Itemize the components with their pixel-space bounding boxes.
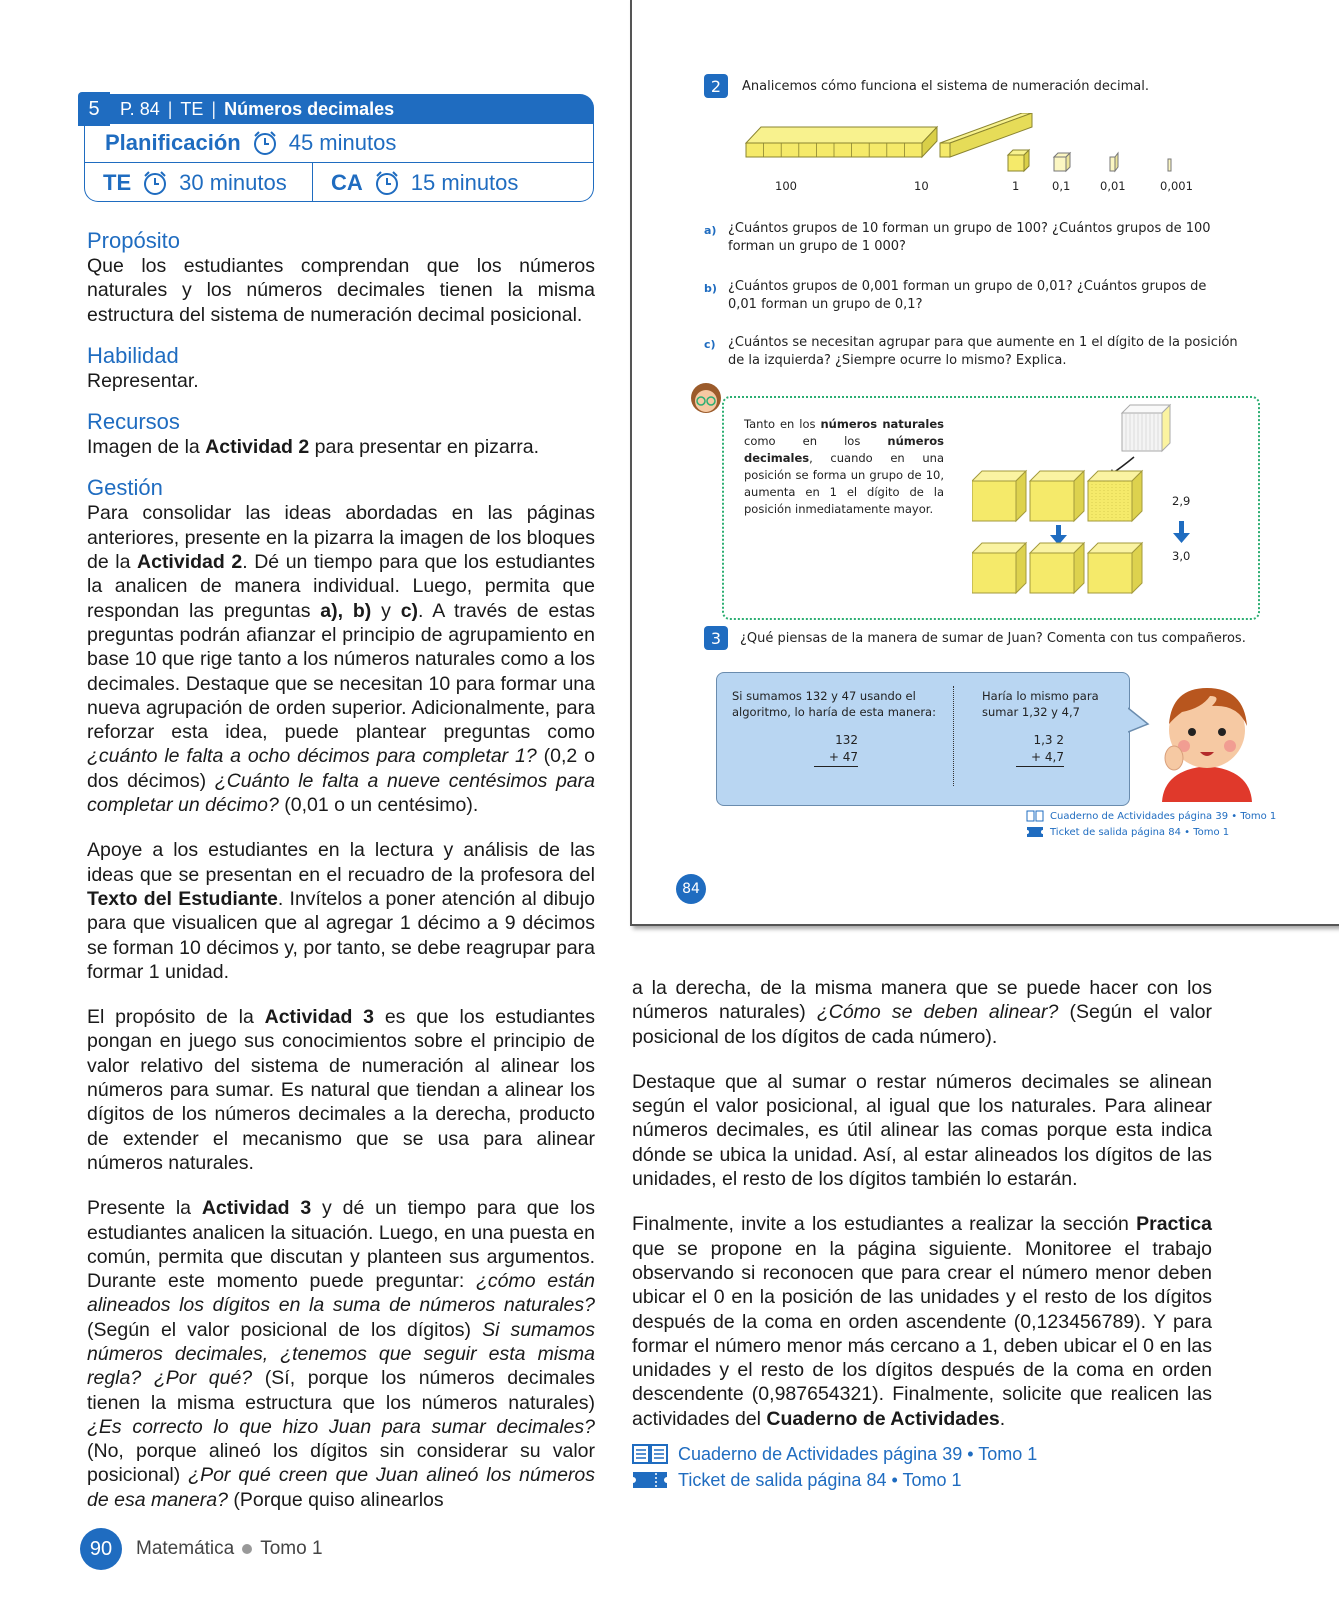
teacher-avatar-icon <box>686 380 726 416</box>
right-paragraph-1: a la derecha, de la misma manera que se puede hacer con los números naturales) ¿Cómo se deben alinear? (Según el valor posicional de los dígitos de cada número). <box>632 977 1213 1048</box>
habilidad-title: Habilidad <box>87 342 179 368</box>
proposito-text: Que los estudiantes comprendan que los números naturales y los números decimales tienen la misma estructura del sistema de numeración decimal posicional. <box>87 255 595 326</box>
hundred-flat-block <box>746 127 937 157</box>
open-book-icon <box>1026 810 1044 822</box>
sum-decimal: 1,3 2 + 4,7 <box>1016 732 1064 767</box>
gestion-paragraph-1: Para consolidar las ideas abordadas en las páginas anteriores, presente en la pizarra la imagen de los bloques de la Actividad 2. Dé un tiempo para que los estudiantes la analicen de manera individual. Luego, permita que respondan las preguntas a), b) y c). A través de estas preguntas podrán afianzar el principio de agrupamiento en base 10 que rige tanto a los números naturales como a los decimales. Destaque que se necesitan 10 para formar una nueva agrupación de orden superior. Adicionalmente, para reforzar esta idea, puede plantear preguntas como ¿cuánto le falta a ocho décimos para completar 1? (0,2 o dos décimos) ¿Cuánto le falta a nueve centésimos para completar un décimo? (0,01 o un centésimo). <box>87 502 595 817</box>
activity-3-title: ¿Qué piensas de la manera de sumar de Juan? Comenta con tus compañeros. <box>740 631 1246 646</box>
label-100: 100 <box>775 179 797 193</box>
bullet-icon <box>242 1544 252 1554</box>
thousandth-block <box>1168 159 1171 171</box>
label-10: 10 <box>914 179 929 193</box>
lesson-number: 5 <box>78 92 110 126</box>
juan-decimal-sum-text: Haría lo mismo para sumar 1,32 y 4,7 <box>982 689 1099 719</box>
student-page-number: 84 <box>676 874 706 904</box>
label-0-01: 0,01 <box>1100 179 1126 193</box>
sum-natural: 132 + 47 <box>814 732 858 767</box>
lesson-header-bar: P. 84 | TE | Números decimales <box>110 94 594 124</box>
juan-boy-illustration <box>1152 674 1262 802</box>
open-book-icon <box>632 1443 668 1465</box>
question-c-label: c) <box>704 338 716 351</box>
exit-ticket-reference-small: Ticket de salida página 84 • Tomo 1 <box>1026 826 1229 838</box>
tenths-cube-dotted <box>1088 471 1142 521</box>
activity-3-number: 3 <box>704 626 728 650</box>
alarm-clock-icon <box>373 170 401 196</box>
gestion-title: Gestión <box>87 475 163 501</box>
page-footer <box>80 1528 323 1570</box>
proposito-title: Propósito <box>87 228 180 253</box>
planning-label: Planificación <box>105 130 241 155</box>
book-ref: TE <box>180 98 204 119</box>
question-c: ¿Cuántos se necesitan agrupar para que aumente en 1 el dígito de la posición de la izquierda? ¿Siempre ocurre lo mismo? Explica. <box>728 335 1238 368</box>
page-ref: P. 84 <box>120 98 160 119</box>
te-label: TE <box>103 169 132 195</box>
question-b: ¿Cuántos grupos de 0,001 forman un grupo de 0,01? ¿Cuántos grupos de 0,01 forman un grupo de 0,1? <box>728 279 1207 312</box>
tenth-block <box>1054 153 1070 171</box>
planning-time: 45 minutos <box>288 130 397 155</box>
unit-cube-block <box>1008 150 1029 171</box>
lesson-topic: Números decimales <box>224 98 395 119</box>
workbook-reference-small: Cuaderno de Actividades página 39 • Tomo 1 <box>1026 810 1276 822</box>
question-b-label: b) <box>704 282 717 295</box>
gestion-paragraph-4: Presente la Actividad 3 y dé un tiempo para que los estudiantes analicen la situación. Luego, en una puesta en común, permita que discutan y planteen sus argumentos. Durante este momento puede preguntar: ¿cómo están alineados los dígitos en la suma de números naturales? (Según el valor posicional de los dígitos) Si sumamos números decimales, ¿tenemos que seguir esta misma regla? ¿Por qué? (Sí, porque los números decimales tienen la misma estructura que los números naturales) ¿Es correcto lo que hizo Juan para sumar decimales? (No, porque alineó los dígitos sin considerar su valor posicional) ¿Por qué creen que Juan alineó los números de esa manera? (Porque quiso alinearlos <box>87 1197 596 1511</box>
bubble-divider <box>953 686 954 786</box>
te-time-cell <box>85 163 313 202</box>
gestion-paragraph-3: El propósito de la Actividad 3 es que los estudiantes pongan en juego sus conocimientos sobre el principio de valor relativo del sistema de numeración al alinear los números para sumar. Es natural que tiendan a alinear los dígitos de los números decimales a la derecha, producto de extender el mecanismo que se usa para alinear números naturales. <box>87 1006 595 1174</box>
right-paragraph-3: Finalmente, invite a los estudiantes a realizar la sección Practica que se propone en la página siguiente. Monitoree el trabajo observando si reconocen que para crear el número menor deben ubicar el 0 en la posición de las unidades y el resto de los dígitos después de la coma en orden ascendente (0,123456789). Y para formar el número menor más cercano a 1, deben ubicar el 0 en las unidades y el resto de los dígitos después de la coma en orden descendente (0,987654321). Finalmente, solicite que realicen las actividades del Cuaderno de Actividades. <box>632 1213 1212 1430</box>
right-paragraph-2: Destaque que al sumar o restar números decimales se alinean según el valor posicional, al igual que los naturales. Para alinear números decimales, es útil alinear las comas porque esta indica dónde se ubica la unidad. Así, al estar alineados los dígitos de las unidades, el resto de los dígitos también lo estarán. <box>632 1070 1212 1191</box>
planning-row <box>85 124 593 163</box>
habilidad-text: Representar. <box>87 369 199 392</box>
right-column <box>632 976 1212 1493</box>
page-number: 90 <box>80 1528 122 1570</box>
footer-subject: Matemática Tomo 1 <box>136 1538 323 1559</box>
label-0-1: 0,1 <box>1052 179 1071 193</box>
activity-2-title: Analicemos cómo funciona el sistema de numeración decimal. <box>742 79 1150 94</box>
workbook-reference: Cuaderno de Actividades página 39 • Tomo 1 <box>632 1441 1212 1467</box>
left-column <box>87 228 595 1512</box>
activity-2-number: 2 <box>704 74 728 98</box>
alarm-clock-icon <box>141 170 169 196</box>
label-1: 1 <box>1012 179 1020 193</box>
planning-box <box>84 124 594 202</box>
alarm-clock-icon <box>251 130 279 156</box>
gestion-paragraph-2: Apoye a los estudiantes en la lectura y análisis de las ideas que se presentan en el recuadro de la profesora del Texto del Estudiante. Invítelos a poner atención al dibujo para que visualicen que al agregar 1 décimo a 9 décimos se forman 10 décimos y, por tanto, se debe reagrupar para formar 1 unidad. <box>87 839 596 983</box>
question-a-label: a) <box>704 224 717 237</box>
tenths-cube <box>1122 405 1170 451</box>
hundredth-block <box>1110 153 1118 171</box>
ticket-icon <box>1026 826 1044 838</box>
exit-ticket-reference: Ticket de salida página 84 • Tomo 1 <box>632 1467 1212 1493</box>
ca-time-cell <box>313 163 518 202</box>
value-after: 3,0 <box>1172 549 1191 563</box>
value-before: 2,9 <box>1172 494 1191 508</box>
student-book-page <box>630 0 1339 926</box>
te-time: 30 minutos <box>179 169 287 195</box>
juan-natural-sum-text: Si sumamos 132 y 47 usando el algoritmo, lo haría de esta manera: <box>732 689 936 719</box>
bubble-tail <box>1128 706 1150 736</box>
ticket-icon <box>632 1469 668 1491</box>
question-a: ¿Cuántos grupos de 10 forman un grupo de 100? ¿Cuántos grupos de 100 forman un grupo de 1 000? <box>728 221 1211 254</box>
recursos-title: Recursos <box>87 409 180 435</box>
label-0-001: 0,001 <box>1160 179 1193 193</box>
ca-time: 15 minutos <box>410 169 519 195</box>
teacher-note: Tanto en los números naturales como en los números decimales, cuando en una posición se forma un grupo de 10, aumenta en 1 el dígito de la posición inmediatamente mayor. <box>744 417 944 516</box>
time-split-row <box>85 163 593 202</box>
ca-label: CA <box>331 169 363 195</box>
recursos-text: Imagen de la Actividad 2 para presentar en pizarra. <box>87 436 540 459</box>
